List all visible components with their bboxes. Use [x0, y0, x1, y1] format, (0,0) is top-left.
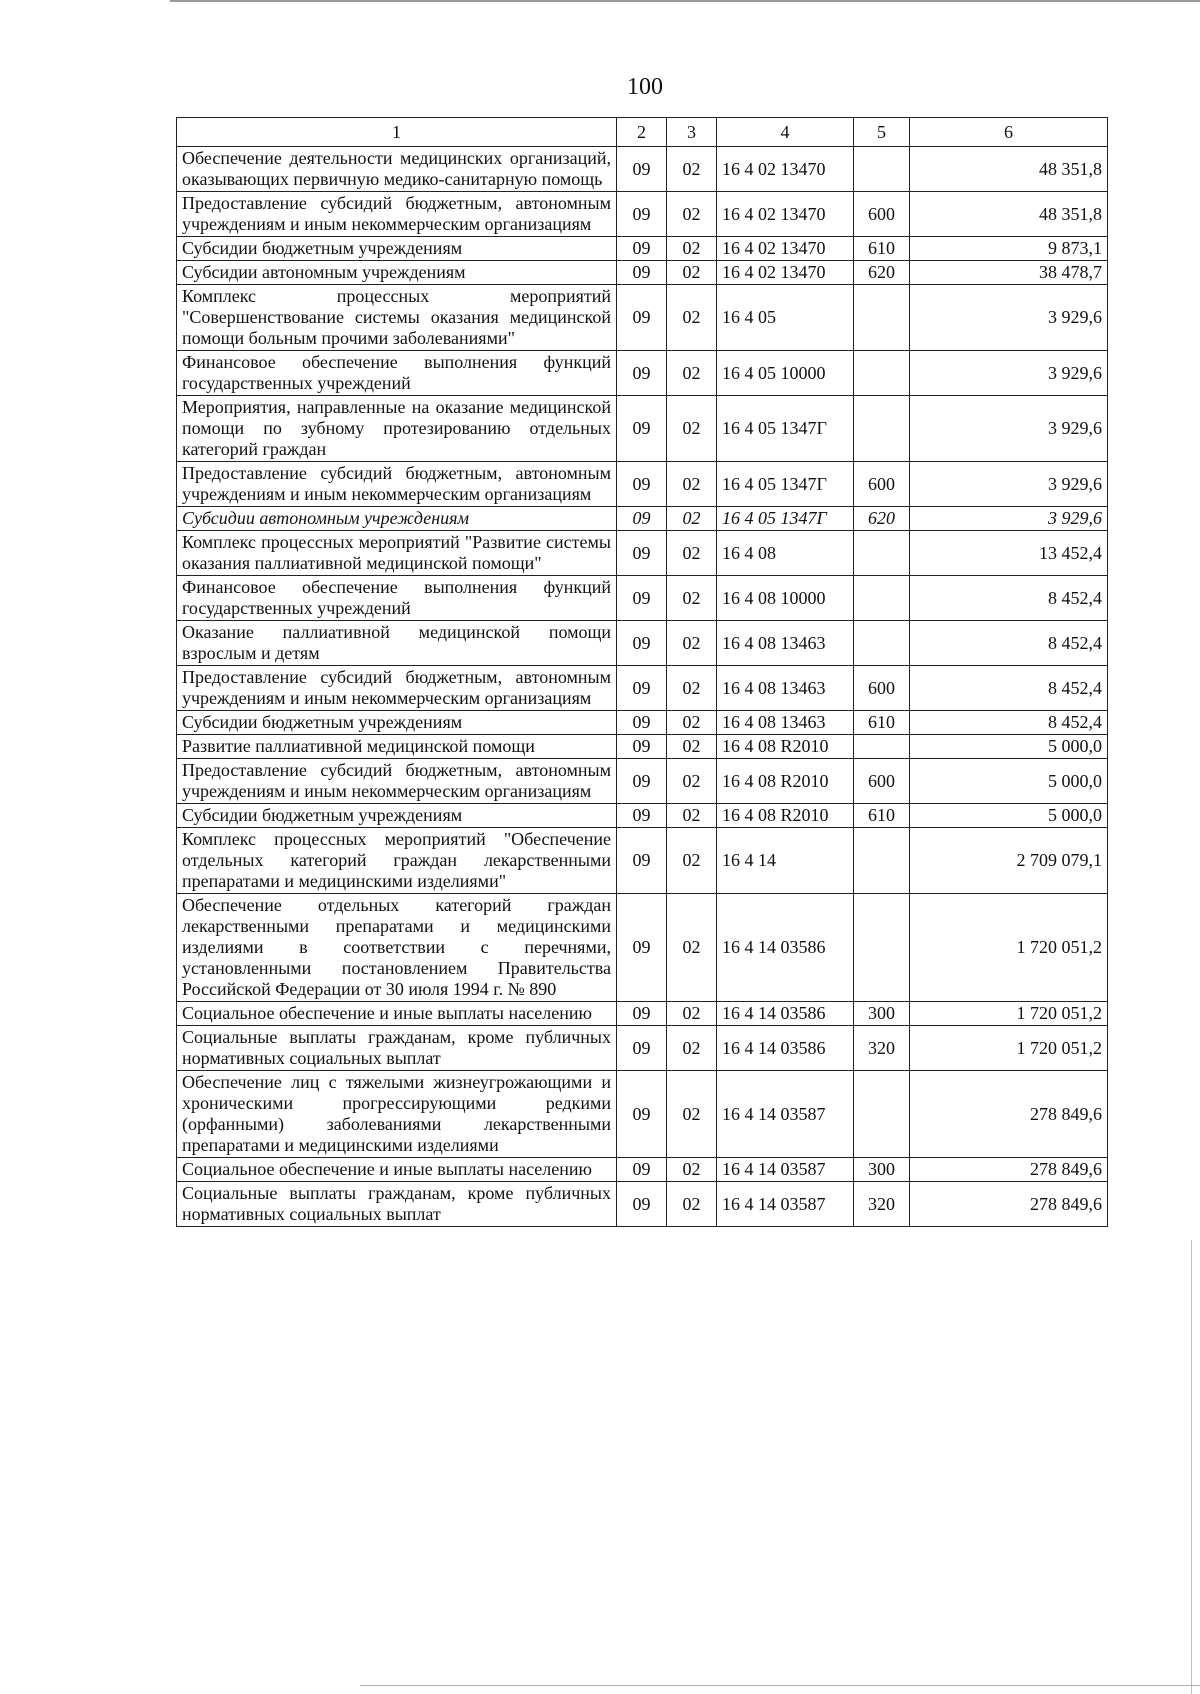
item-name-cell: Субсидии автономным учреждениям — [177, 507, 617, 531]
section-code-cell: 09 — [617, 396, 667, 462]
amount-cell: 278 849,6 — [910, 1158, 1108, 1182]
expense-type-code-cell: 320 — [854, 1026, 910, 1071]
amount-cell: 5 000,0 — [910, 759, 1108, 804]
expense-type-code-cell — [854, 351, 910, 396]
expense-type-code-cell — [854, 396, 910, 462]
target-article-code-cell: 16 4 05 1347Г — [717, 462, 854, 507]
target-article-code-cell: 16 4 02 13470 — [717, 237, 854, 261]
target-article-code-cell: 16 4 08 10000 — [717, 576, 854, 621]
expense-type-code-cell — [854, 828, 910, 894]
item-name-cell: Социальное обеспечение и иные выплаты населению — [177, 1002, 617, 1026]
item-name-cell: Предоставление субсидий бюджетным, автономным учреждениям и иным некоммерческим организациям — [177, 759, 617, 804]
subsection-code-cell: 02 — [667, 351, 717, 396]
subsection-code-cell: 02 — [667, 285, 717, 351]
section-code-cell: 09 — [617, 735, 667, 759]
amount-cell: 3 929,6 — [910, 351, 1108, 396]
item-name-cell: Финансовое обеспечение выполнения функций государственных учреждений — [177, 351, 617, 396]
section-code-cell: 09 — [617, 351, 667, 396]
subsection-code-cell: 02 — [667, 1026, 717, 1071]
section-code-cell: 09 — [617, 759, 667, 804]
table-row — [177, 711, 1108, 735]
table-row — [177, 828, 1108, 894]
amount-cell: 5 000,0 — [910, 804, 1108, 828]
item-name-cell: Развитие паллиативной медицинской помощи — [177, 735, 617, 759]
subsection-code-cell: 02 — [667, 1071, 717, 1158]
table-row — [177, 1002, 1108, 1026]
section-code-cell: 09 — [617, 531, 667, 576]
subsection-code-cell: 02 — [667, 759, 717, 804]
amount-cell: 48 351,8 — [910, 147, 1108, 192]
expense-type-code-cell — [854, 147, 910, 192]
table-row — [177, 261, 1108, 285]
item-name-cell: Оказание паллиативной медицинской помощи взрослым и детям — [177, 621, 617, 666]
table-row — [177, 147, 1108, 192]
expense-type-code-cell — [854, 1071, 910, 1158]
scan-edge-top — [170, 0, 1200, 2]
section-code-cell: 09 — [617, 237, 667, 261]
amount-cell: 3 929,6 — [910, 507, 1108, 531]
target-article-code-cell: 16 4 05 1347Г — [717, 507, 854, 531]
item-name-cell: Социальные выплаты гражданам, кроме публичных нормативных социальных выплат — [177, 1182, 617, 1227]
target-article-code-cell: 16 4 08 13463 — [717, 666, 854, 711]
target-article-code-cell: 16 4 05 10000 — [717, 351, 854, 396]
target-article-code-cell: 16 4 02 13470 — [717, 192, 854, 237]
target-article-code-cell: 16 4 08 — [717, 531, 854, 576]
scan-edge-bottom — [360, 1685, 1200, 1686]
expense-type-code-cell — [854, 285, 910, 351]
table-row — [177, 351, 1108, 396]
expense-type-code-cell: 610 — [854, 237, 910, 261]
amount-cell: 8 452,4 — [910, 576, 1108, 621]
item-name-cell: Субсидии автономным учреждениям — [177, 261, 617, 285]
amount-cell: 38 478,7 — [910, 261, 1108, 285]
expense-type-code-cell: 300 — [854, 1158, 910, 1182]
expense-type-code-cell: 320 — [854, 1182, 910, 1227]
item-name-cell: Социальные выплаты гражданам, кроме публичных нормативных социальных выплат — [177, 1026, 617, 1071]
table-row — [177, 621, 1108, 666]
target-article-code-cell: 16 4 08 13463 — [717, 711, 854, 735]
expense-type-code-cell — [854, 894, 910, 1002]
item-name-cell: Субсидии бюджетным учреждениям — [177, 804, 617, 828]
subsection-code-cell: 02 — [667, 1158, 717, 1182]
section-code-cell: 09 — [617, 261, 667, 285]
section-code-cell: 09 — [617, 285, 667, 351]
subsection-code-cell: 02 — [667, 828, 717, 894]
subsection-code-cell: 02 — [667, 396, 717, 462]
table-row — [177, 1182, 1108, 1227]
target-article-code-cell: 16 4 08 R2010 — [717, 804, 854, 828]
item-name-cell: Предоставление субсидий бюджетным, автономным учреждениям и иным некоммерческим организациям — [177, 462, 617, 507]
table-row — [177, 531, 1108, 576]
table-body — [177, 147, 1108, 1227]
expense-type-code-cell: 610 — [854, 711, 910, 735]
subsection-code-cell: 02 — [667, 894, 717, 1002]
target-article-code-cell: 16 4 14 03587 — [717, 1158, 854, 1182]
amount-cell: 278 849,6 — [910, 1182, 1108, 1227]
target-article-code-cell: 16 4 08 R2010 — [717, 759, 854, 804]
item-name-cell: Субсидии бюджетным учреждениям — [177, 711, 617, 735]
expense-type-code-cell: 620 — [854, 507, 910, 531]
section-code-cell: 09 — [617, 192, 667, 237]
item-name-cell: Субсидии бюджетным учреждениям — [177, 237, 617, 261]
amount-cell: 5 000,0 — [910, 735, 1108, 759]
subsection-code-cell: 02 — [667, 804, 717, 828]
item-name-cell: Комплекс процессных мероприятий "Обеспечение отдельных категорий граждан лекарственными препаратами и медицинскими изделиями" — [177, 828, 617, 894]
section-code-cell: 09 — [617, 666, 667, 711]
subsection-code-cell: 02 — [667, 711, 717, 735]
subsection-code-cell: 02 — [667, 261, 717, 285]
expense-type-code-cell: 620 — [854, 261, 910, 285]
item-name-cell: Финансовое обеспечение выполнения функций государственных учреждений — [177, 576, 617, 621]
target-article-code-cell: 16 4 08 R2010 — [717, 735, 854, 759]
item-name-cell: Обеспечение лиц с тяжелыми жизнеугрожающими и хроническими прогрессирующими редкими (орфанными) заболеваниями лекарственными препаратами и медицинскими изделиями — [177, 1071, 617, 1158]
expense-type-code-cell: 600 — [854, 462, 910, 507]
section-code-cell: 09 — [617, 1002, 667, 1026]
subsection-code-cell: 02 — [667, 666, 717, 711]
section-code-cell: 09 — [617, 1026, 667, 1071]
section-code-cell: 09 — [617, 1182, 667, 1227]
amount-cell: 8 452,4 — [910, 711, 1108, 735]
section-code-cell: 09 — [617, 1158, 667, 1182]
subsection-code-cell: 02 — [667, 192, 717, 237]
budget-table — [176, 117, 1108, 1227]
target-article-code-cell: 16 4 14 03586 — [717, 1002, 854, 1026]
amount-cell: 1 720 051,2 — [910, 894, 1108, 1002]
subsection-code-cell: 02 — [667, 576, 717, 621]
target-article-code-cell: 16 4 05 — [717, 285, 854, 351]
amount-cell: 278 849,6 — [910, 1071, 1108, 1158]
amount-cell: 48 351,8 — [910, 192, 1108, 237]
expense-type-code-cell — [854, 531, 910, 576]
table-row — [177, 894, 1108, 1002]
table-header-row — [177, 118, 1108, 147]
column-header-2: 2 — [617, 118, 667, 147]
amount-cell: 13 452,4 — [910, 531, 1108, 576]
item-name-cell: Предоставление субсидий бюджетным, автономным учреждениям и иным некоммерческим организациям — [177, 192, 617, 237]
target-article-code-cell: 16 4 14 03586 — [717, 1026, 854, 1071]
subsection-code-cell: 02 — [667, 462, 717, 507]
target-article-code-cell: 16 4 14 — [717, 828, 854, 894]
table-row — [177, 1158, 1108, 1182]
amount-cell: 3 929,6 — [910, 462, 1108, 507]
scan-edge-right — [1191, 1240, 1192, 1694]
subsection-code-cell: 02 — [667, 621, 717, 666]
table-row — [177, 666, 1108, 711]
expense-type-code-cell: 600 — [854, 759, 910, 804]
subsection-code-cell: 02 — [667, 735, 717, 759]
amount-cell: 8 452,4 — [910, 621, 1108, 666]
expense-type-code-cell — [854, 735, 910, 759]
table-row — [177, 1026, 1108, 1071]
target-article-code-cell: 16 4 14 03587 — [717, 1182, 854, 1227]
table-row — [177, 192, 1108, 237]
target-article-code-cell: 16 4 14 03587 — [717, 1071, 854, 1158]
subsection-code-cell: 02 — [667, 1002, 717, 1026]
page-number: 100 — [627, 74, 663, 100]
expense-type-code-cell — [854, 621, 910, 666]
subsection-code-cell: 02 — [667, 507, 717, 531]
expense-type-code-cell: 610 — [854, 804, 910, 828]
table-row — [177, 507, 1108, 531]
subsection-code-cell: 02 — [667, 147, 717, 192]
amount-cell: 3 929,6 — [910, 285, 1108, 351]
table-row — [177, 462, 1108, 507]
item-name-cell: Комплекс процессных мероприятий "Совершенствование системы оказания медицинской помощи больным прочими заболеваниями" — [177, 285, 617, 351]
target-article-code-cell: 16 4 05 1347Г — [717, 396, 854, 462]
item-name-cell: Обеспечение отдельных категорий граждан лекарственными препаратами и медицинскими изделиями в соответствии с перечнями, установленными постановлением Правительства Российской Федерации от 30 июля 1994 г. № 890 — [177, 894, 617, 1002]
amount-cell: 1 720 051,2 — [910, 1002, 1108, 1026]
target-article-code-cell: 16 4 14 03586 — [717, 894, 854, 1002]
item-name-cell: Мероприятия, направленные на оказание медицинской помощи по зубному протезированию отдельных категорий граждан — [177, 396, 617, 462]
table-row — [177, 396, 1108, 462]
amount-cell: 1 720 051,2 — [910, 1026, 1108, 1071]
subsection-code-cell: 02 — [667, 1182, 717, 1227]
table-row — [177, 759, 1108, 804]
section-code-cell: 09 — [617, 576, 667, 621]
column-header-1: 1 — [177, 118, 617, 147]
column-header-4: 4 — [717, 118, 854, 147]
section-code-cell: 09 — [617, 621, 667, 666]
section-code-cell: 09 — [617, 147, 667, 192]
table-row — [177, 285, 1108, 351]
amount-cell: 3 929,6 — [910, 396, 1108, 462]
expense-type-code-cell: 300 — [854, 1002, 910, 1026]
table-row — [177, 804, 1108, 828]
item-name-cell: Предоставление субсидий бюджетным, автономным учреждениям и иным некоммерческим организациям — [177, 666, 617, 711]
amount-cell: 9 873,1 — [910, 237, 1108, 261]
target-article-code-cell: 16 4 08 13463 — [717, 621, 854, 666]
section-code-cell: 09 — [617, 462, 667, 507]
section-code-cell: 09 — [617, 894, 667, 1002]
amount-cell: 2 709 079,1 — [910, 828, 1108, 894]
target-article-code-cell: 16 4 02 13470 — [717, 147, 854, 192]
column-header-3: 3 — [667, 118, 717, 147]
section-code-cell: 09 — [617, 507, 667, 531]
item-name-cell: Комплекс процессных мероприятий "Развитие системы оказания паллиативной медицинской помощи" — [177, 531, 617, 576]
expense-type-code-cell: 600 — [854, 192, 910, 237]
expense-type-code-cell — [854, 576, 910, 621]
table-row — [177, 576, 1108, 621]
column-header-5: 5 — [854, 118, 910, 147]
expense-type-code-cell: 600 — [854, 666, 910, 711]
section-code-cell: 09 — [617, 828, 667, 894]
table-row — [177, 237, 1108, 261]
section-code-cell: 09 — [617, 1071, 667, 1158]
target-article-code-cell: 16 4 02 13470 — [717, 261, 854, 285]
column-header-6: 6 — [910, 118, 1108, 147]
item-name-cell: Обеспечение деятельности медицинских организаций, оказывающих первичную медико-санитарную помощь — [177, 147, 617, 192]
section-code-cell: 09 — [617, 711, 667, 735]
amount-cell: 8 452,4 — [910, 666, 1108, 711]
subsection-code-cell: 02 — [667, 237, 717, 261]
item-name-cell: Социальное обеспечение и иные выплаты населению — [177, 1158, 617, 1182]
section-code-cell: 09 — [617, 804, 667, 828]
table-row — [177, 735, 1108, 759]
table-row — [177, 1071, 1108, 1158]
subsection-code-cell: 02 — [667, 531, 717, 576]
